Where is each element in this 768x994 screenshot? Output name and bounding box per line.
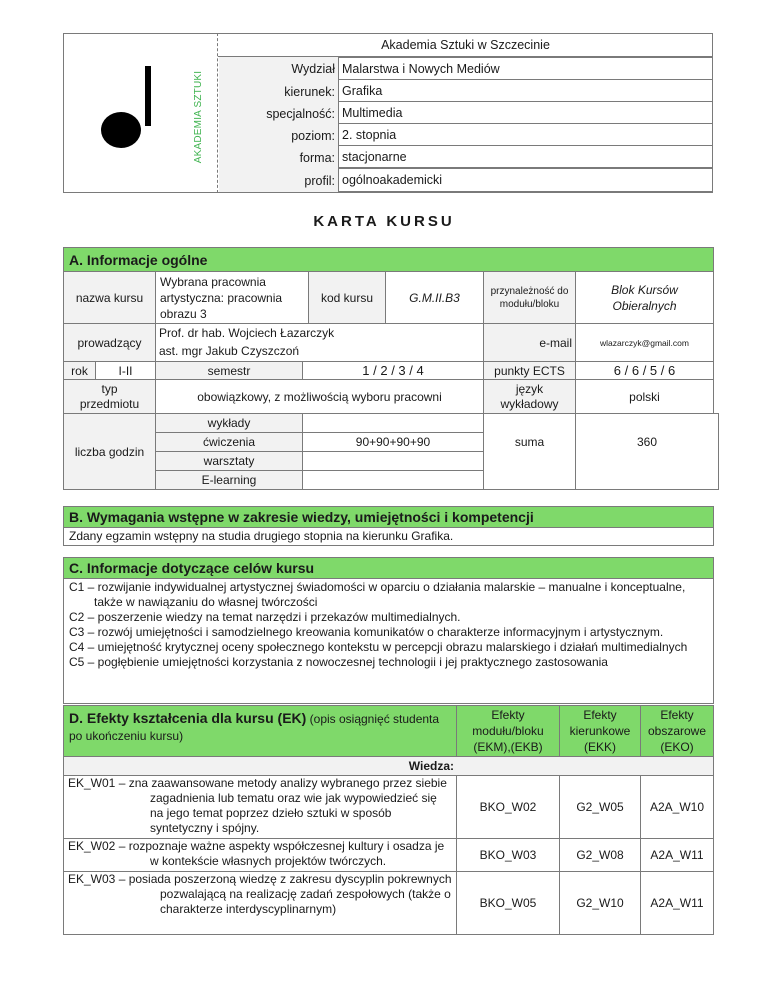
outcome-w01-text: EK_W01 – zna zaawansowane metody analizy wybranego przez siebie zagadnienia lub tematu oraz wie jak wypowiedzieć się na jego temat poprzez dzieło sztuki w sposób syntetyczny i spójny.: [68, 776, 447, 835]
goal-c5: C5 – pogłębienie umiejętności korzystania z nowoczesnej technologii i jej praktycznego zastosowania: [69, 655, 608, 669]
outcome-row-w01: [63, 775, 457, 839]
outcome-row-w02: [63, 838, 457, 872]
module-membership-value: Blok Kursów Obieralnych: [575, 271, 714, 324]
outcome-w03-eko: A2A_W11: [640, 871, 714, 935]
knowledge-label: Wiedza:: [408, 759, 454, 773]
section-b-heading: B. Wymagania wstępne w zakresie wiedzy, umiejętności i kompetencji: [63, 506, 714, 528]
section-d-heading: [63, 705, 457, 757]
language-label: język wykładowy: [483, 379, 576, 414]
year-value: I-II: [95, 361, 156, 380]
semester-label: semestr: [155, 361, 303, 380]
year-label: rok: [63, 361, 96, 380]
level-value: 2. stopnia: [338, 123, 713, 146]
section-c-heading: C. Informacje dotyczące celów kursu: [63, 557, 714, 579]
outcome-w02-ekm: BKO_W03: [456, 838, 560, 872]
specialty-label: specjalność:: [266, 106, 335, 121]
course-code-label: kod kursu: [308, 271, 386, 324]
language-value: polski: [575, 379, 714, 414]
profile-value: ogólnoakademicki: [338, 168, 713, 192]
outcome-w02-ekk: G2_W08: [559, 838, 641, 872]
hours-elearning-label: E-learning: [155, 470, 303, 490]
outcome-w01-ekm: BKO_W02: [456, 775, 560, 839]
col-header-ekk: Efekty kierunkowe (EKK): [559, 705, 641, 757]
course-code-value: G.M.II.B3: [385, 271, 484, 324]
outcome-w03-text: EK_W03 – posiada poszerzoną wiedzę z zakresu dyscyplin pokrewnych pozwalającą na realizację zadań zespołowych (także o charakterze interdyscyplinarnym): [68, 872, 452, 916]
hours-exercises-label: ćwiczenia: [155, 432, 303, 452]
form-value: stacjonarne: [338, 145, 713, 168]
outcome-w03-ekm: BKO_W05: [456, 871, 560, 935]
hours-exercises-value: 90+90+90+90: [302, 432, 484, 452]
hours-workshops-label: warsztaty: [155, 451, 303, 471]
section-d-heading-note: (opis osiągnięć studenta po ukończeniu kursu): [69, 712, 440, 743]
sum-value: 360: [575, 413, 719, 490]
email-value[interactable]: wlazarczyk@gmail.com: [575, 323, 714, 362]
logo-text: AKADEMIA SZTUKI: [192, 70, 204, 164]
course-name-label: nazwa kursu: [63, 271, 156, 324]
sum-label: suma: [483, 413, 576, 490]
section-d-heading-title: D. Efekty kształcenia dla kursu (EK): [69, 710, 307, 726]
field-label: kierunek:: [284, 84, 335, 99]
outcome-w02-eko: A2A_W11: [640, 838, 714, 872]
section-a-heading: A. Informacje ogólne: [63, 247, 714, 272]
hours-workshops-value: [302, 451, 484, 471]
section-c-body: [63, 578, 714, 704]
outcome-w01-ekk: G2_W05: [559, 775, 641, 839]
profile-label: profil:: [304, 173, 335, 188]
logo-note-stem-icon: [145, 66, 151, 126]
field-value: Grafika: [338, 79, 713, 102]
outcome-row-w03: [63, 871, 457, 935]
course-type-label: typ przedmiotu: [63, 379, 156, 414]
email-label: e-mail: [483, 323, 576, 362]
ects-value: 6 / 6 / 5 / 6: [575, 361, 714, 380]
specialty-value: Multimedia: [338, 101, 713, 124]
page-title: KARTA KURSU: [313, 212, 455, 230]
instructor-1: Prof. dr hab. Wojciech Łazarczyk: [159, 326, 335, 340]
faculty-label: Wydział: [291, 61, 335, 76]
semester-value: 1 / 2 / 3 / 4: [302, 361, 484, 380]
hours-label: liczba godzin: [63, 413, 156, 490]
outcome-w02-text: EK_W02 – rozpoznaje ważne aspekty współczesnej kultury i osadza je w kontekście własnych projektów twórczych.: [68, 839, 445, 868]
hours-lectures-value: [302, 413, 484, 433]
outcome-w03-ekk: G2_W10: [559, 871, 641, 935]
institution-name: Akademia Sztuki w Szczecinie: [218, 33, 713, 57]
goal-c2: C2 – poszerzenie wiedzy na temat narzędzi i przekazów multimedialnych.: [69, 610, 461, 624]
col-header-eko: Efekty obszarowe (EKO): [640, 705, 714, 757]
faculty-value: Malarstwa i Nowych Mediów: [338, 57, 713, 80]
outcome-w01-eko: A2A_W10: [640, 775, 714, 839]
logo-note-head-icon: [101, 112, 141, 148]
instructor-2: ast. mgr Jakub Czyszczoń: [159, 344, 300, 358]
course-name-value: Wybrana pracownia artystyczna: pracownia obrazu 3: [155, 271, 309, 324]
module-membership-label: przynależność do modułu/bloku: [483, 271, 576, 324]
ects-label: punkty ECTS: [483, 361, 576, 380]
section-b-text: Zdany egzamin wstępny na studia drugiego stopnia na kierunku Grafika.: [63, 527, 714, 546]
goal-c1: C1 – rozwijanie indywidualnej artystycznej świadomości w oparciu o działania malarskie – manualne i konceptualne, także w nawiązaniu do własnej twórczości: [69, 580, 686, 609]
form-label: forma:: [299, 150, 335, 165]
hours-lectures-label: wykłady: [155, 413, 303, 433]
goal-c4: C4 – umiejętność krytycznej oceny społecznego kontekstu w percepcji obrazu malarskiego i działań multimedialnych: [69, 640, 688, 654]
level-label: poziom:: [291, 128, 335, 143]
instructor-label: prowadzący: [63, 323, 156, 362]
col-header-ekm: Efekty modułu/bloku (EKM),(EKB): [456, 705, 560, 757]
goal-c3: C3 – rozwój umiejętności i samodzielnego kreowania komunikatów o charakterze informacyjnym i artystycznym.: [69, 625, 664, 639]
course-type-value: obowiązkowy, z możliwością wyboru pracowni: [155, 379, 484, 414]
hours-elearning-value: [302, 470, 484, 490]
